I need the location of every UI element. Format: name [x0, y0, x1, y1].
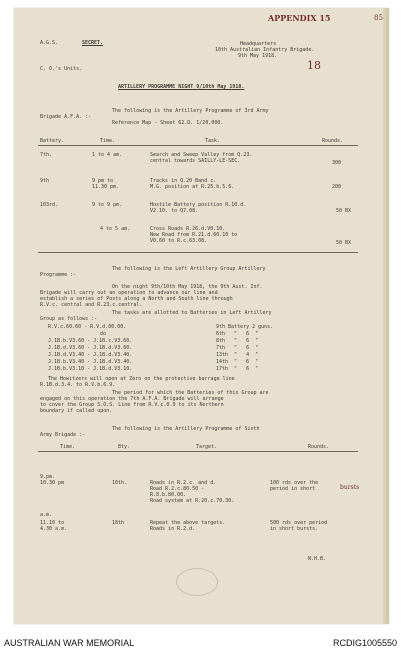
table-row-rounds: 200: [332, 184, 342, 190]
table1-header-task: Task.: [205, 138, 221, 144]
table-row-battery: 7th.: [40, 152, 53, 158]
left-group-heading-2: Programme :-: [40, 272, 77, 278]
sixth-row-target: Repeat the above targets.: [150, 520, 226, 526]
sixth-row-bty: 10th.: [112, 480, 128, 486]
appendix-handwriting: APPENDIX 15: [268, 13, 331, 23]
sixth-header-rounds: Rounds.: [308, 444, 330, 450]
sixth-rule: [38, 451, 358, 452]
header-date: 9th May 1918.: [238, 53, 278, 59]
table-row-task: central towards SAILLY-LE-SEC.: [150, 158, 241, 164]
table-row-rounds: 50 BX: [336, 240, 352, 246]
task-target: do: [100, 331, 107, 337]
table-row-task: Tracks in Q.20 Band c.: [150, 178, 217, 184]
sixth-header-bty: Bty.: [118, 444, 131, 450]
left-group-para-line: The tasks are allotted to Batteries in Left Artillery: [112, 310, 272, 316]
sixth-row-target: R.8.b.80.00.: [150, 492, 187, 498]
intro-line-3: Reference Map - Sheet 62.D. 1/20,000.: [112, 120, 224, 126]
number-18-handwriting: 18: [307, 59, 321, 72]
page-title: ARTILLERY PROGRAMME NIGHT 9/10th May 1918.: [118, 84, 245, 90]
left-group-heading: The following is the Left Artillery Group Artillery: [112, 266, 266, 272]
task-battery: 7th " 6 ": [216, 345, 259, 351]
sixth-row-bty: 18th: [112, 520, 125, 526]
sixth-row-time: 10.30 pm: [40, 480, 65, 486]
sixth-row-target: Roads in R.2.c. and d.: [150, 480, 217, 486]
embossed-stamp: [176, 568, 218, 596]
task-battery: 13th " 4 ": [216, 352, 259, 358]
section-divider: [38, 252, 358, 253]
sixth-header-time: Time.: [60, 444, 76, 450]
table-row-rounds: 50 BX: [336, 208, 352, 214]
table1-header-rounds: Rounds.: [322, 138, 344, 144]
bursts-handwriting: bursts: [340, 484, 360, 491]
sixth-row-rounds: period in short: [270, 486, 316, 492]
table1-rule: [38, 145, 358, 146]
table-row-task: V0.60 to R.c.63.08.: [150, 238, 208, 244]
table-row-task: Search and Sweep Valley from Q.23.: [150, 152, 253, 158]
table-row-time: 9 pm to: [92, 178, 114, 184]
sixth-heading-2: Army Brigade :-: [40, 432, 86, 438]
table-row-task: V2.10. to Q7.08.: [150, 208, 199, 214]
left-group-para-line: Brigade will carry out an operation to advance our line and: [40, 290, 218, 296]
intro-line-2: Brigade A.F.A. :-: [40, 114, 92, 120]
table1-header-time: Time.: [100, 138, 116, 144]
footer-bar: [0, 631, 401, 654]
table-row-task: Cross Roads R.26.d.V0.10.: [150, 226, 226, 232]
task-battery: 17th " 6 ": [216, 366, 259, 372]
header-to: C. O.'s Units.: [40, 66, 83, 72]
sixth-row-target: Road R.2.c.80.50 -: [150, 486, 205, 492]
task-target: J.1B.b.V3.40 - J.1B.d.V3.40.: [48, 359, 133, 365]
left-group-closing-line: The period for which the Batteries of this Group are: [112, 390, 269, 396]
sixth-row-time: 11.10 to: [40, 520, 65, 526]
header-brigade: 10th Australian Infantry Brigade.: [215, 47, 315, 53]
table-row-time: 4 to 5 am.: [100, 226, 131, 232]
sixth-row-time: a.m.: [40, 512, 53, 518]
task-target: J.1B.d.V3.40 - J.1B.d.V3.40.: [48, 352, 133, 358]
task-battery: 14th " 6 ": [216, 359, 259, 365]
corner-number-handwriting: 85: [374, 14, 383, 22]
left-group-closing-line: R.1B.d.3.4. to R.V.b.6.9.: [40, 382, 116, 388]
sixth-row-time: 4.30 a.m.: [40, 526, 68, 532]
table-row-battery: 103rd.: [40, 202, 59, 208]
left-group-para-line: Group as follows :-: [40, 316, 98, 322]
intro-line-1: The following is the Artillery Programme of 3rd Army: [112, 108, 269, 114]
sixth-row-rounds: 100 rds over the: [270, 480, 319, 486]
task-battery: 6th " 6 ": [216, 331, 259, 337]
sixth-heading: The following is the Artillery Programme of Sixth: [112, 426, 260, 432]
sixth-row-target: Roads in R.2.d.: [150, 526, 196, 532]
header-classification: SECRET.: [82, 40, 104, 46]
left-group-para-line: R.V.c. central and R.23.c.central.: [40, 302, 143, 308]
left-group-closing-line: boundary if called upon.: [40, 408, 113, 414]
table-row-battery: 9th: [40, 178, 50, 184]
footer-source: AUSTRALIAN WAR MEMORIAL: [4, 638, 135, 648]
table-row-rounds: 300: [332, 160, 342, 166]
left-group-para-line: establish a series of Posts along a North and South line through: [40, 296, 233, 302]
sixth-row-rounds: in short bursts.: [270, 526, 319, 532]
footer-id: RCDIG1005550: [332, 638, 397, 648]
sixth-header-target: Target.: [196, 444, 218, 450]
table-row-time: 9 to 9 pm.: [92, 202, 123, 208]
table1-header-battery: Battery.: [40, 138, 65, 144]
header-hq: Headquarters: [240, 41, 277, 47]
sixth-row-time: 9.pm.: [40, 474, 56, 480]
left-group-closing-line: engaged on this operation the 7th A.F.A. Brigade will arrange: [40, 396, 224, 402]
task-target: J.1B.b.V3.10 - J.1B.d.V3.10.: [48, 366, 133, 372]
left-group-closing-line: to cover the Group S.O.S. Line from R.V.c.0.9 to its Northern: [40, 402, 224, 408]
task-target: J.1B.d.V3.60 - J.1B.d.V3.60.: [48, 345, 133, 351]
table-row-task: Hostile Battery position R.10.d.: [150, 202, 247, 208]
table-row-time: 1 to 4 am.: [92, 152, 123, 158]
left-group-closing-line: The Howitzers will open at Zero on the protective barrage line: [48, 376, 235, 382]
task-battery: 9th Battery 2 guns.: [216, 324, 274, 330]
task-battery: 8th " 6 ": [216, 338, 259, 344]
table-row-task: New Road from R.21.d.60.10 to: [150, 232, 238, 238]
left-group-para-line: On the night 9th/10th May 1918, the 9th Aust. Inf.: [112, 284, 263, 290]
table-row-time: 11.30 pm.: [92, 184, 120, 190]
sixth-row-rounds: 500 rds over period: [270, 520, 328, 526]
task-target: J.1B.b.V3.60 - J.1B.c.V3.60.: [48, 338, 133, 344]
header-ref: A.G.S.: [40, 40, 59, 46]
task-target: R.V.c.60.60 - R.V.d.00.00.: [48, 324, 127, 330]
table-row-task: M.G. position at R.25.b.5.6.: [150, 184, 235, 190]
signature: N.H.B.: [308, 556, 327, 562]
sixth-row-target: Road system at R.20.c.70.30.: [150, 498, 235, 504]
